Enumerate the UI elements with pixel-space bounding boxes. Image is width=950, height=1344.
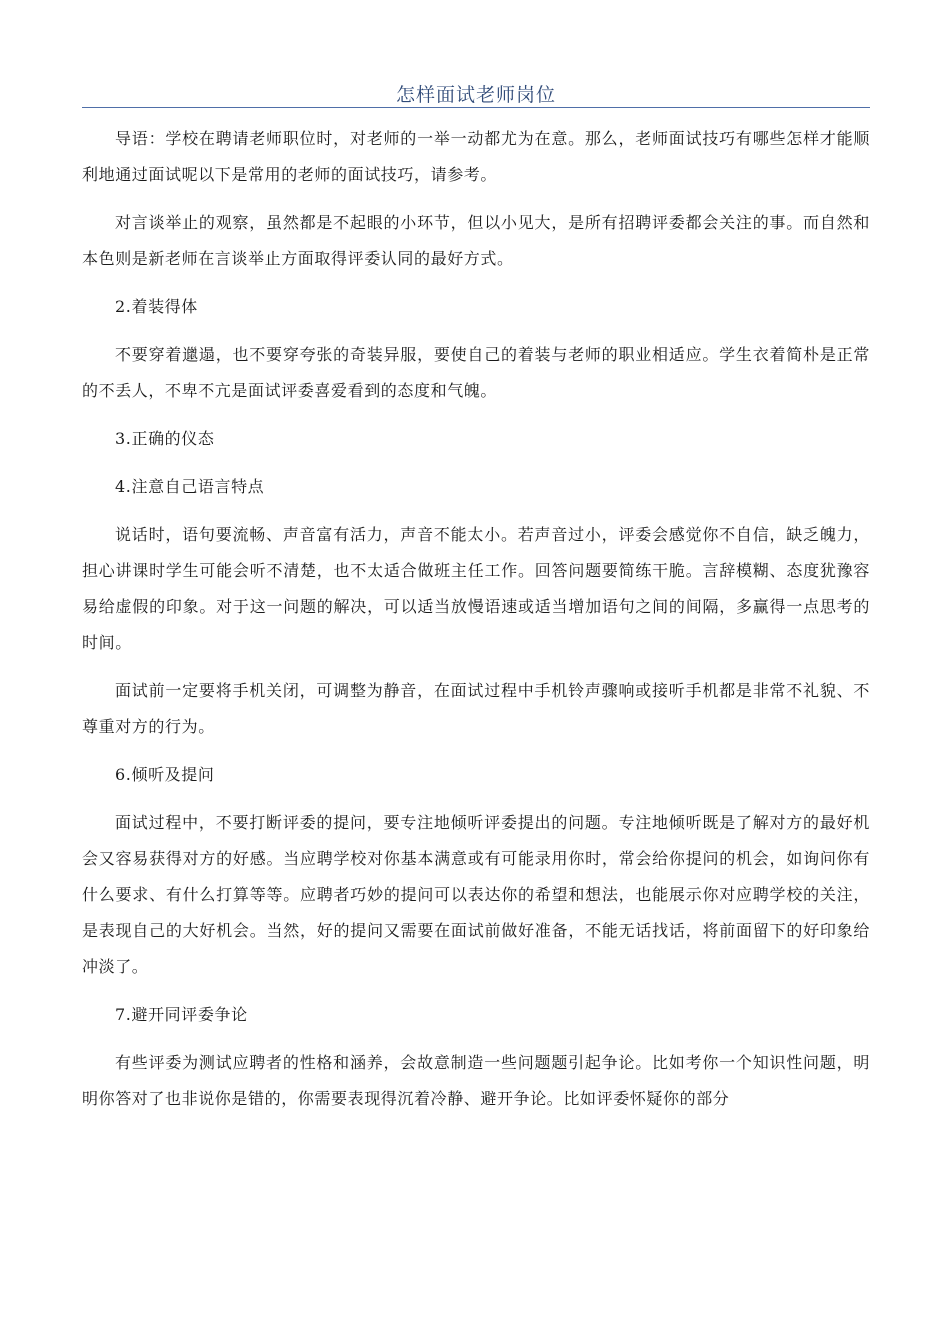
section-heading: 7.避开同评委争论 (115, 1005, 248, 1024)
body-paragraph: 说话时，语句要流畅、声音富有活力，声音不能太小。若声音过小，评委会感觉你不自信，缺乏魄力，担心讲课时学生可能会听不清楚，也不太适合做班主任工作。回答问题要简练干脆。言辞模糊、态度犹豫容易给虚假的印象。对于这一问题的解决，可以适当放慢语速或适当增加语句之间的间隔，多赢得一点思考的时间。 (82, 525, 870, 652)
body-paragraph: 导语：学校在聘请老师职位时，对老师的一举一动都尤为在意。那么，老师面试技巧有哪些怎样才能顺利地通过面试呢以下是常用的老师的面试技巧，请参考。 (82, 129, 870, 184)
section-heading: 3.正确的仪态 (115, 429, 215, 448)
body-paragraph: 有些评委为测试应聘者的性格和涵养，会故意制造一些问题题引起争论。比如考你一个知识性问题，明明你答对了也非说你是错的，你需要表现得沉着冷静、避开争论。比如评委怀疑你的部分 (82, 1053, 870, 1108)
body-paragraph: 面试过程中，不要打断评委的提问，要专注地倾听评委提出的问题。专注地倾听既是了解对方的最好机会又容易获得对方的好感。当应聘学校对你基本满意或有可能录用你时，常会给你提问的机会，如询问你有什么要求、有什么打算等等。应聘者巧妙的提问可以表达你的希望和想法，也能展示你对应聘学校的关注，是表现自己的大好机会。当然，好的提问又需要在面试前做好准备，不能无话找话，将前面留下的好印象给冲淡了。 (82, 813, 870, 976)
body-paragraph: 面试前一定要将手机关闭，可调整为静音，在面试过程中手机铃声骤响或接听手机都是非常不礼貌、不尊重对方的行为。 (82, 681, 870, 736)
body-paragraph: 不要穿着邋遢，也不要穿夸张的奇装异服，要使自己的着装与老师的职业相适应。学生衣着简朴是正常的不丢人，不卑不亢是面试评委喜爱看到的态度和气魄。 (82, 345, 870, 400)
body-paragraph: 对言谈举止的观察，虽然都是不起眼的小环节，但以小见大，是所有招聘评委都会关注的事。而自然和本色则是新老师在言谈举止方面取得评委认同的最好方式。 (82, 213, 870, 268)
document-body (82, 121, 870, 1129)
title-underline (82, 107, 870, 108)
section-heading: 6.倾听及提问 (115, 765, 215, 784)
section-heading: 2.着装得体 (115, 297, 198, 316)
document-title: 怎样面试老师岗位 (395, 84, 556, 106)
section-heading: 4.注意自己语言特点 (115, 477, 265, 496)
